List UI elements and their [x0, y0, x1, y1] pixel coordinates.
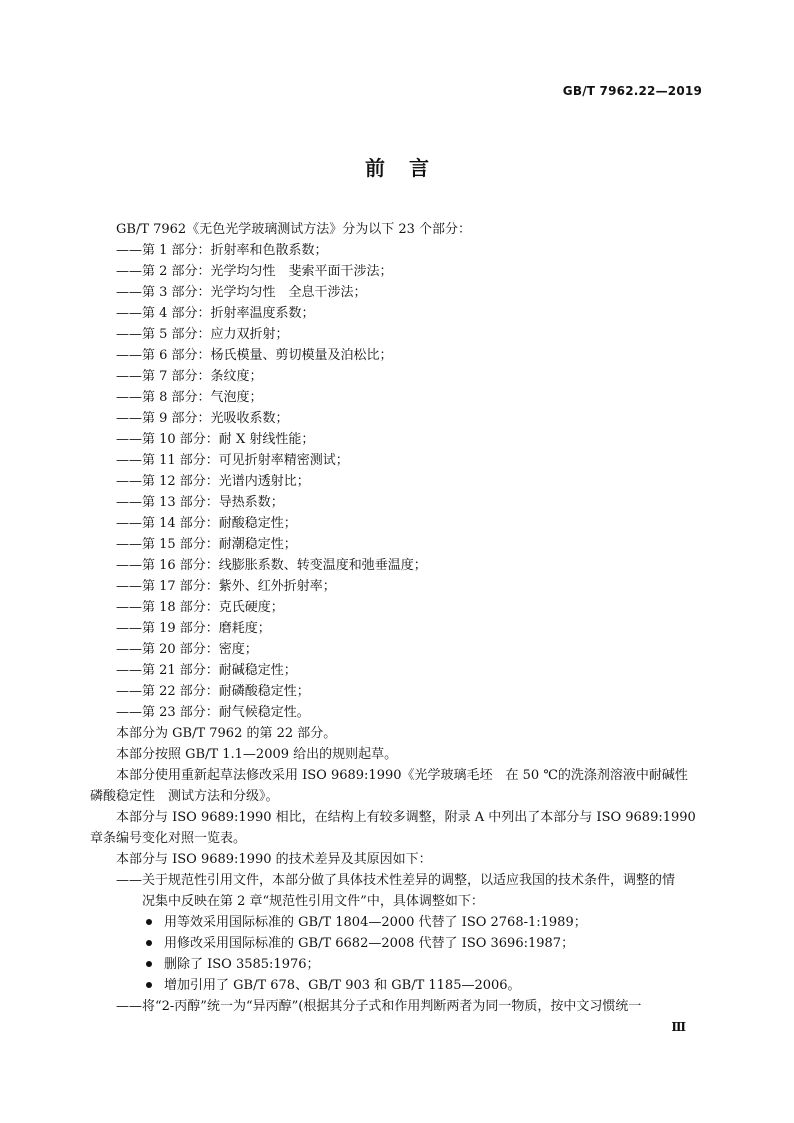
adoption-line-1: 本部分使用重新起草法修改采用 ISO 9689:1990《光学玻璃毛坯 在 50 ℃的洗涤剂溶液中耐碱性 — [116, 768, 688, 783]
part-item: ——第 2 部分：光学均匀性 斐索平面干涉法； — [116, 264, 393, 279]
reference-change-line-1: ——关于规范性引用文件，本部分做了具体技术性差异的调整，以适应我国的技术条件，调整的情 — [116, 873, 676, 888]
part-item: ——第 8 部分：气泡度； — [116, 390, 263, 405]
part-item: ——第 11 部分：可见折射率精密测试； — [116, 453, 349, 468]
bullet-item — [90, 954, 706, 975]
part-statement: 本部分为 GB/T 7962 的第 22 部分。 — [116, 726, 337, 741]
part-item: ——第 15 部分：耐潮稳定性； — [116, 537, 297, 552]
bullet-dot-icon — [146, 919, 152, 925]
bullet-item — [90, 975, 706, 996]
part-item: ——第 19 部分：磨耗度； — [116, 621, 271, 636]
part-item: ——第 14 部分：耐酸稳定性； — [116, 516, 297, 531]
part-item: ——第 18 部分：克氏硬度； — [116, 600, 284, 615]
part-item: ——第 13 部分：导热系数； — [116, 495, 284, 510]
part-item: ——第 5 部分：应力双折射； — [116, 327, 289, 342]
part-item: ——第 6 部分：杨氏模量、剪切模量及泊松比； — [116, 348, 393, 363]
bullet-item — [90, 933, 706, 954]
part-item: ——第 21 部分：耐碱稳定性； — [116, 663, 297, 678]
part-item: ——第 3 部分：光学均匀性 全息干涉法； — [116, 285, 367, 300]
drafting-rules: 本部分按照 GB/T 1.1—2009 给出的规则起草。 — [116, 747, 398, 762]
bullet-dot-icon — [146, 940, 152, 946]
intro-paragraph: GB/T 7962《无色光学玻璃测试方法》分为以下 23 个部分： — [116, 222, 472, 237]
bullet-text: 用等效采用国际标准的 GB/T 1804—2000 代替了 ISO 2768-1:1989； — [164, 915, 587, 930]
part-item: ——第 16 部分：线膨胀系数、转变温度和弛垂温度； — [116, 558, 427, 573]
part-item: ——第 12 部分：光谱内透射比； — [116, 474, 310, 489]
part-item: ——第 10 部分：耐 X 射线性能； — [116, 432, 315, 447]
bullet-text: 增加引用了 GB/T 678、GB/T 903 和 GB/T 1185—2006。 — [164, 978, 521, 993]
part-item: ——第 9 部分：光吸收系数； — [116, 411, 289, 426]
bullet-text: 用修改采用国际标准的 GB/T 6682—2008 代替了 ISO 3696:1987； — [164, 936, 575, 951]
comparison-line-2: 章条编号变化对照一览表。 — [90, 831, 247, 846]
page-title: 前言 — [365, 156, 453, 180]
part-item: ——第 20 部分：密度； — [116, 642, 258, 657]
bullet-item — [90, 912, 706, 933]
reference-change-line-2: 况集中反映在第 2 章“规范性引用文件”中，具体调整如下： — [142, 894, 484, 909]
differences-intro: 本部分与 ISO 9689:1990 的技术差异及其原因如下： — [116, 852, 432, 867]
part-item: ——第 23 部分：耐气候稳定性。 — [116, 705, 310, 720]
part-item: ——第 7 部分：条纹度； — [116, 369, 263, 384]
part-item: ——第 17 部分：紫外、红外折射率； — [116, 579, 336, 594]
part-item: ——第 1 部分：折射率和色散系数； — [116, 243, 328, 258]
part-item: ——第 4 部分：折射率温度系数； — [116, 306, 315, 321]
document-code: GB/T 7962.22—2019 — [562, 84, 702, 98]
page-number: Ⅲ — [671, 1020, 686, 1034]
adoption-line-2: 磷酸稳定性 测试方法和分级》。 — [90, 789, 279, 804]
foreword-body — [90, 219, 706, 1017]
rename-line: ——将“2-丙醇”统一为“异丙醇”(根据其分子式和作用判断两者为同一物质，按中文习惯统一 — [116, 999, 642, 1014]
bullet-dot-icon — [146, 982, 152, 988]
bullet-dot-icon — [146, 961, 152, 967]
comparison-line-1: 本部分与 ISO 9689:1990 相比，在结构上有较多调整，附录 A 中列出了本部分与 ISO 9689:1990 — [116, 810, 696, 825]
part-item: ——第 22 部分：耐磷酸稳定性； — [116, 684, 310, 699]
bullet-text: 删除了 ISO 3585:1976； — [164, 957, 320, 972]
